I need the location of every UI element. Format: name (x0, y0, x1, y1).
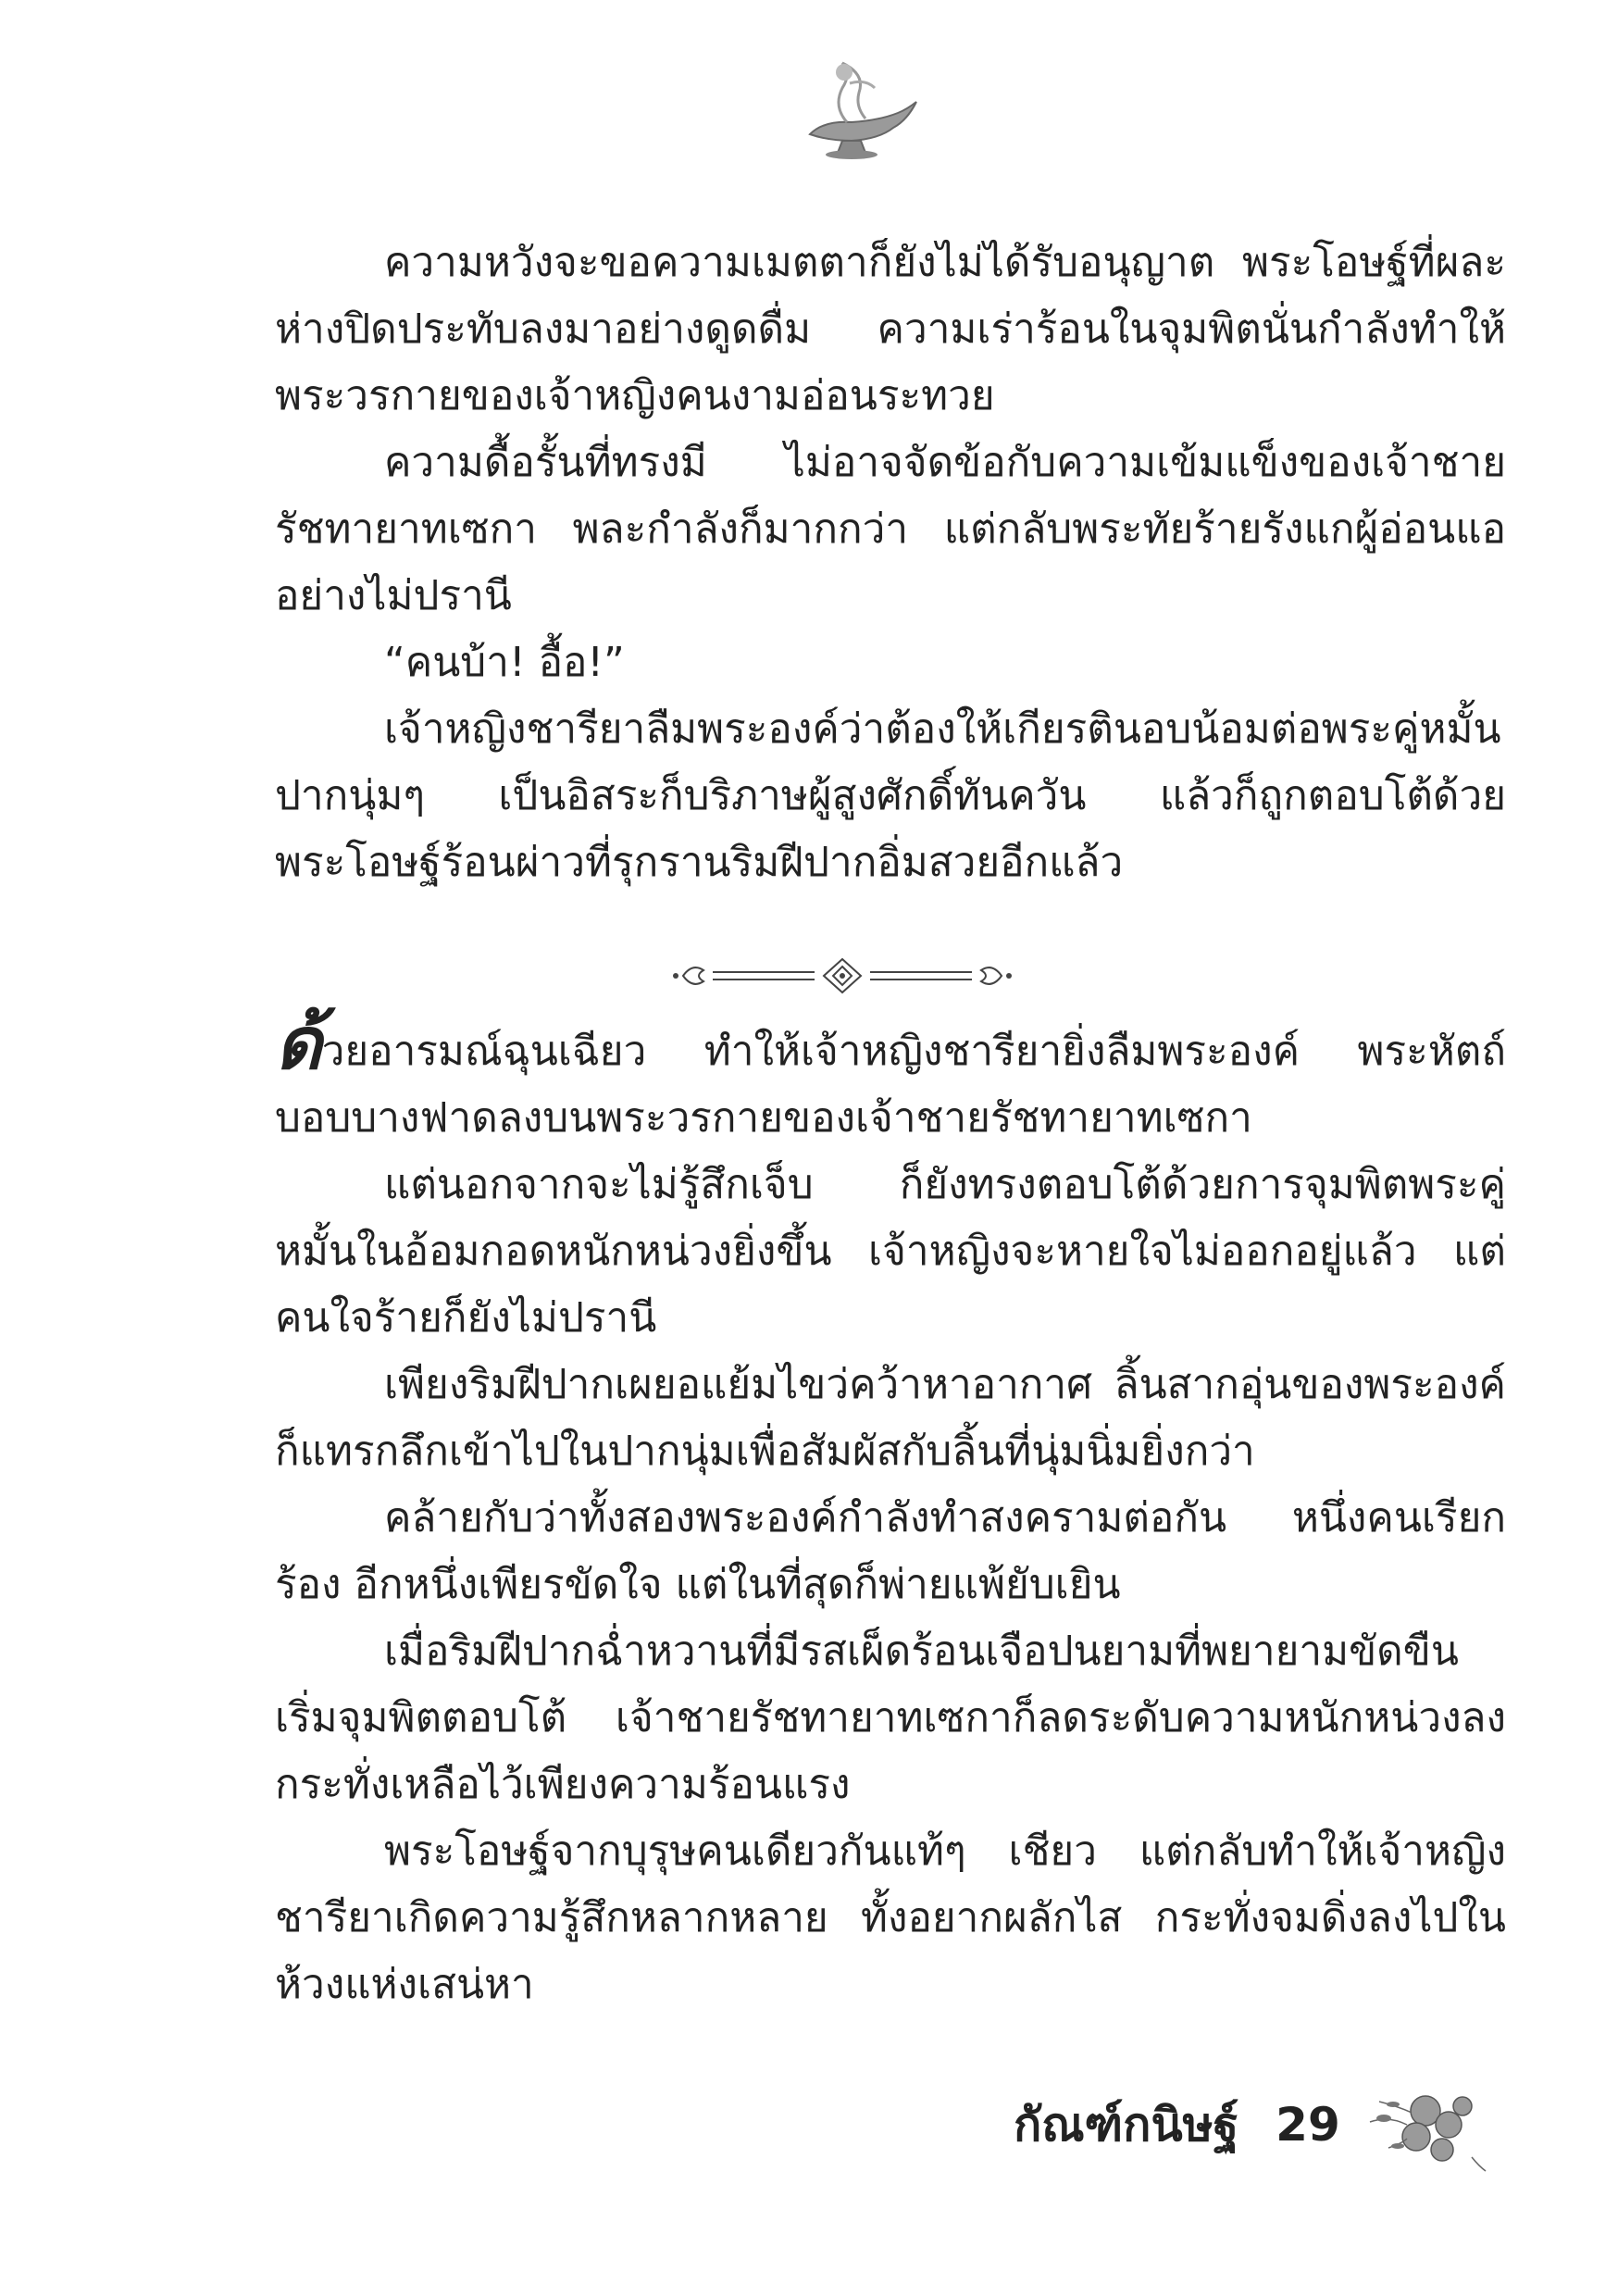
paragraph: แต่นอกจากจะไม่รู้สึกเจ็บ ก็ยังทรงตอบโต้ด้วยการจุมพิตพระคู่หมั้นในอ้อมกอดหนักหน่วงยิ่งขึ้น เจ้าหญิงจะหายใจไม่ออกอยู่แล้ว แต่คนใจร้ายก็ยังไม่ปรานี (275, 1161, 1506, 1341)
paragraph: เพียงริมฝีปากเผยอแย้มไขว่คว้าหาอากาศ ลิ้นสากอุ่นของพระองค์ก็แทรกลึกเข้าไปในปากนุ่มเพื่อสัมผัสกับลิ้นที่นุ่มนิ่มยิ่งกว่า (275, 1361, 1506, 1475)
paragraph: พระโอษฐ์จากบุรุษคนเดียวกันแท้ๆ เชียว แต่กลับทำให้เจ้าหญิงชารียาเกิดความรู้สึกหลากหลาย ทั้งอยากผลักไส กระทั่งจมดิ่งลงไปในห้วงแห่งเสน่หา (275, 1828, 1506, 2008)
ornamental-divider-icon (666, 954, 1018, 998)
paragraph: เมื่อริมฝีปากฉ่ำหวานที่มีรสเผ็ดร้อนเจือปนยามที่พยายามขัดขืนเริ่มจุมพิตตอบโต้ เจ้าชายรัชทายาทเซกาก็ลดระดับความหนักหน่วงลงกระทั่งเหลือไว้เพียงความร้อนแรง (275, 1628, 1506, 1808)
genie-lamp-icon (778, 56, 926, 162)
section-1 (275, 230, 1506, 896)
paragraph: เจ้าหญิงชารียาลืมพระองค์ว่าต้องให้เกียรตินอบน้อมต่อพระคู่หมั้น ปากนุ่มๆ เป็นอิสระก็บริภาษผู้สูงศักดิ์ทันควัน แล้วก็ถูกตอบโต้ด้วยพระโอษฐ์ร้อนผ่าวที่รุกรานริมฝีปากอิ่มสวยอีกแล้ว (275, 705, 1506, 886)
flower-bouquet-icon (1361, 2074, 1490, 2176)
book-title: กัณฑ์กนิษฐ์ (1014, 2097, 1239, 2152)
paragraph: ความหวังจะขอความเมตตาก็ยังไม่ได้รับอนุญาต พระโอษฐ์ที่ผละห่างปิดประทับลงมาอย่างดูดดื่ม ความเร่าร้อนในจุมพิตนั่นกำลังทำให้พระวรกายของเจ้าหญิงคนงามอ่อนระทวย (275, 239, 1506, 419)
page-footer (1014, 2083, 1340, 2166)
dropcap: ด้ (275, 1003, 322, 1086)
paragraph-text: วยอารมณ์ฉุนเฉียว ทำให้เจ้าหญิงชารียายิ่งลืมพระองค์ พระหัตถ์บอบบางฟาดลงบนพระวรกายของเจ้าชายรัชทายาทเซกา (275, 1028, 1506, 1142)
paragraph: “คนบ้า! อื้อ!” (384, 639, 625, 686)
section-2 (275, 1003, 1506, 2018)
paragraph: คล้ายกับว่าทั้งสองพระองค์กำลังทำสงครามต่อกัน หนึ่งคนเรียกร้อง อีกหนึ่งเพียรขัดใจ แต่ในที่สุดก็พ่ายแพ้ยับเยิน (275, 1494, 1506, 1608)
paragraph: ความดื้อรั้นที่ทรงมี ไม่อาจจัดข้อกับความเข้มแข็งของเจ้าชายรัชทายาทเซกา พละกำลังก็มากกว่า แต่กลับพระทัยร้ายรังแกผู้อ่อนแออย่างไม่ปรานี (275, 439, 1506, 619)
paragraph (275, 1003, 1506, 1152)
page-number: 29 (1276, 2098, 1340, 2152)
